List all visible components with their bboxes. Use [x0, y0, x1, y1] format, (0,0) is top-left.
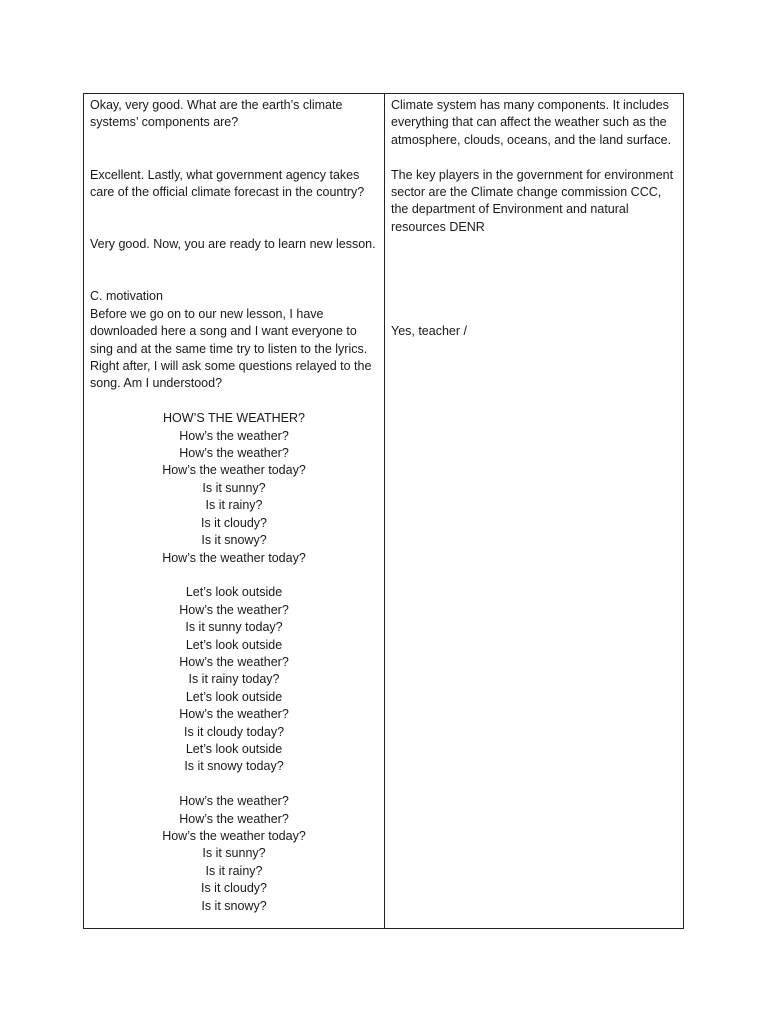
lyric-line: How’s the weather today? [162, 550, 306, 565]
lyric-line: Is it cloudy today? [183, 724, 285, 739]
lyric-line: Is it snowy today? [184, 759, 284, 774]
motivation-heading: C. motivation [90, 289, 163, 304]
lyric-line: Is it snowy? [201, 533, 267, 548]
lyric-line: Let’s look outside [185, 585, 283, 600]
song-title: HOW’S THE WEATHER? [163, 411, 305, 426]
lyric-line: Is it rainy? [205, 863, 263, 878]
student-answer-2: The key players in the government for environment sector are the Climate change commission CCC, the department of Environment and natural resources DENR [391, 167, 674, 234]
lyric-line: How’s the weather today? [162, 828, 306, 843]
lyric-line: How’s the weather today? [162, 463, 306, 478]
lesson-table [83, 93, 684, 929]
lyric-line: Is it rainy? [205, 498, 263, 513]
lyric-line: How’s the weather? [179, 602, 289, 617]
motivation-text: Before we go on to our new lesson, I have downloaded here a song and I want everyone to sing and at the same time try to listen to the lyrics. Right after, I will ask some questions relayed to the song. Am I understood? [90, 306, 372, 391]
lyric-line: How’s the weather? [179, 428, 289, 443]
teacher-statement: Very good. Now, you are ready to learn new lesson. [90, 237, 376, 252]
lyric-line: Is it cloudy? [200, 515, 267, 530]
teacher-question-1: Okay, very good. What are the earth’s climate systems’ components are? [90, 98, 343, 130]
lyric-line: How’s the weather? [179, 654, 289, 669]
student-column [385, 94, 683, 928]
teacher-column [84, 94, 385, 928]
student-answer-3: Yes, teacher / [391, 324, 467, 339]
lyric-line: Let’s look outside [185, 637, 283, 652]
lyric-line: How’s the weather? [179, 707, 289, 722]
student-answer-1: Climate system has many components. It includes everything that can affect the weather such as the atmosphere, clouds, oceans, and the land surface. [391, 98, 672, 147]
lyric-line: Is it sunny? [202, 846, 266, 861]
lyric-line: How’s the weather? [179, 446, 289, 461]
lyric-line: Let’s look outside [185, 689, 283, 704]
lyric-line: Is it sunny? [202, 480, 266, 495]
lyric-line: Is it cloudy? [200, 881, 267, 896]
lyric-line: How’s the weather? [179, 794, 289, 809]
lyric-line: Let’s look outside [185, 741, 283, 756]
lyric-line: Is it rainy today? [188, 672, 280, 687]
lyric-line: How’s the weather? [179, 811, 289, 826]
lyric-line: Is it sunny today? [185, 620, 283, 635]
teacher-question-2: Excellent. Lastly, what government agency takes care of the official climate forecast in the country? [90, 167, 365, 200]
lyric-line: Is it snowy? [201, 898, 267, 913]
song-lyrics [90, 410, 378, 915]
